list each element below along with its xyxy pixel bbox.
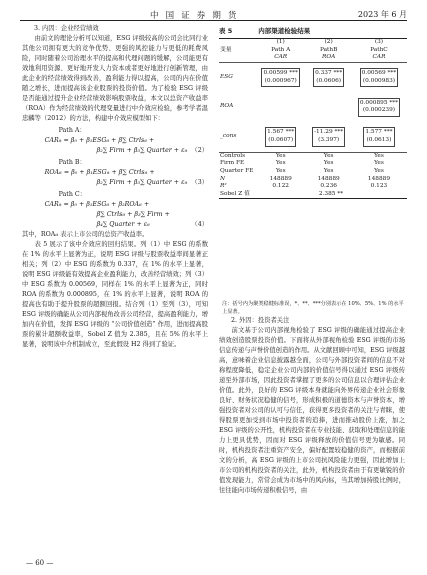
table-row: Firm FE Yes Yes Yes [220,160,384,167]
header-rule [20,20,407,21]
equation-c-line2: β∑ Ctrlsᵢₜ + β₃∑ Firm + [96,211,170,218]
equation-b-number: （3） [191,179,208,186]
table-header-row: (1) (2) (3) [219,39,407,47]
table-row: ROA 0.000895 *** (0.000239) [219,92,407,122]
section-title-internal: 3. 内因：企业经营绩效 [34,25,99,32]
results-table [219,38,407,199]
paragraph-external: 前文基于公司内部视角检验了 ESG 评级的确能通过提高企业绩效创造股票投资价值。下面将从外部视角检验 ESG 评级的市场信息传递与声誉价值创造的作用。从文献回顾中可知，ESG 评级越高，意味着企业信息披露越全面，公司与外部投资者间的信息不对称程度降低，稳定企业公司内部的价值信号得以通过 ESG 评级传递至外部市场，因此投资者掌握了更多的公司信息以合理评估企业价值。此外，良好的 ESG 评级本身就能向外界传递企业社会形象良好、财务状况稳健的信号，形成积极的道德资本与声誉资本，增强投资者对公司的认可与信任，获得更多投资者的关注与青睐，使得股票更加受到市场中投资者的追捧，进而推动股价上涨，加之 ESG 评级的公开性，机构投资者在专业技能、获取和处理信息的能力上更具优势，因而对 ESG 评级释放的价值信号更为敏感。同时，机构投资者注重资产安全，偏好配置较稳健的资产，而根据前文的分析，高 ESG 评级的上市公司抗风险能力更强，因此增加上市公司的机构投资者的关注，此外，机构投资者由于有更敏锐的价值发现能力，常常会成为市场中的风向标，当其增加持股比例时，往往能向市场传递积极信号，由 [219,327,405,494]
equation-b-line1: ROAᵢₜ = β₀ + β₁ESGᵢₜ + β∑ Ctrlsᵢₜ + [44,169,155,176]
table-row: Quarter FE Yes Yes Yes [220,167,384,174]
table-row: _cons 1.567 *** (0.0607) -11.29 *** (3.397) 1.577 *** (0.0613) [219,122,407,152]
paragraph-internal-intro: 由前文的理论分析可以知道，ESG 评级较高的公司会比同行业其他公司拥有更大的竞争优势、更强的风控能力与更低的耗费风险，同时随着公司治理水平的提高和代理问题的缓解，公司能更有效地利用资源、更好地开发人力资本或者更好地进行创新管理，由此企业的经营绩效得到改善，盈利能力得以提高，公司的内在价值随之增长，进而提高该企业股票的投资价值。为了检验 ESG 评级是否能通过提升企业经营绩效影响股票收益，本文以总资产收益率（ROA）作为经营绩效的代理变量进行中介效应检验，参考学者温忠麟等（2012）的方法，构建中介效应模型如下： [22,35,208,122]
paragraph-roa-definition: 其中，ROAᵢₜ 表示上市公司的总资产收益率。 [22,231,149,238]
equation-a-line2: β₂∑ Firm + β₃∑ Quarter + εᵢₜ （2） [96,147,208,154]
page-header [20,6,407,26]
table-row: ESG 0.00599 *** (0.000967) 0.337 *** (0.0606) 0.00569 *** (0.000983) [219,62,407,92]
section-title-external: 2. 外因：投资者关注 [231,317,290,324]
equation-c-number: （4） [191,221,208,228]
equation-c-line1: CARᵢₜ = β₀ + β₁ESGᵢₜ + β₂ROAᵢₜ + [44,201,150,208]
equation-b-line2: β₂∑ Firm + β₃∑ Quarter + εᵢₜ （3） [96,179,208,186]
table-row: Controls Yes Yes Yes [219,152,407,160]
left-column [22,24,208,350]
path-b-label: Path B： [58,159,86,166]
path-a-label: Path A： [58,127,86,134]
table-row: Sobel Z 值 2.385 ** [219,191,407,199]
right-column [219,316,405,496]
page-number: — 60 — [26,559,54,567]
equation-c-line3: β₄∑ Quarter + εᵢₜ （4） [96,221,208,228]
equation-a-line1: CARᵢₜ = β₀ + β₁ESGᵢₜ + β∑ Ctrlsᵢₜ + [44,137,155,144]
issue-date: 2023 年 6 月 [357,10,407,19]
table-header-row: CAR ROA CAR [274,54,386,61]
path-c-label: Path C： [58,191,87,198]
table-header-row: 变量 Path A PathB PathC [220,46,388,53]
table-title: 表 5 内部渠道检验结果 [219,27,311,35]
table-row: N 148889 148889 148889 [220,175,391,182]
table-row: R² 0.122 0.236 0.123 [220,183,388,190]
equation-a-number: （2） [191,147,208,154]
paragraph-internal-results: 表 5 展示了该中介效应的回归结果。列（1）中 ESG 的系数在 1% 的水平上显著为正，说明 ESG 评级与股票收益率间显著正相关；列（2）中 ESG 的系数为 0.337，在 1% 的水平上显著，说明 ESG 评级能有效提高企业盈利能力，改善经营绩效；列（3）中 ESG 系数为 0.00569，同样在 1% 的水平上显著为正，同时 ROA 的系数为 0.000895，在 1% 的水平上显著，说明 ROA 的提高也有助于提升股票的超额回报。结合列（1）至列（3），可知 ESG 评级的确能从公司内部视角改善公司经营，提高盈利能力，增加内在价值，发挥 ESG 评级的 “公司价值创造” 作用，进而提高股票的累计超额收益率，Sobel Z 值为 2.385，且在 5% 的水平上显著，说明该中介机制成立，至此假设 H2 得到了验证。 [22,241,208,348]
journal-title: 中 国 证 券 期 货 [150,11,239,21]
table-note: 注：括号内为聚类稳健标准误，*、**、***分别表示在 10%、5%、1% 的水平上显著。 [222,301,404,315]
